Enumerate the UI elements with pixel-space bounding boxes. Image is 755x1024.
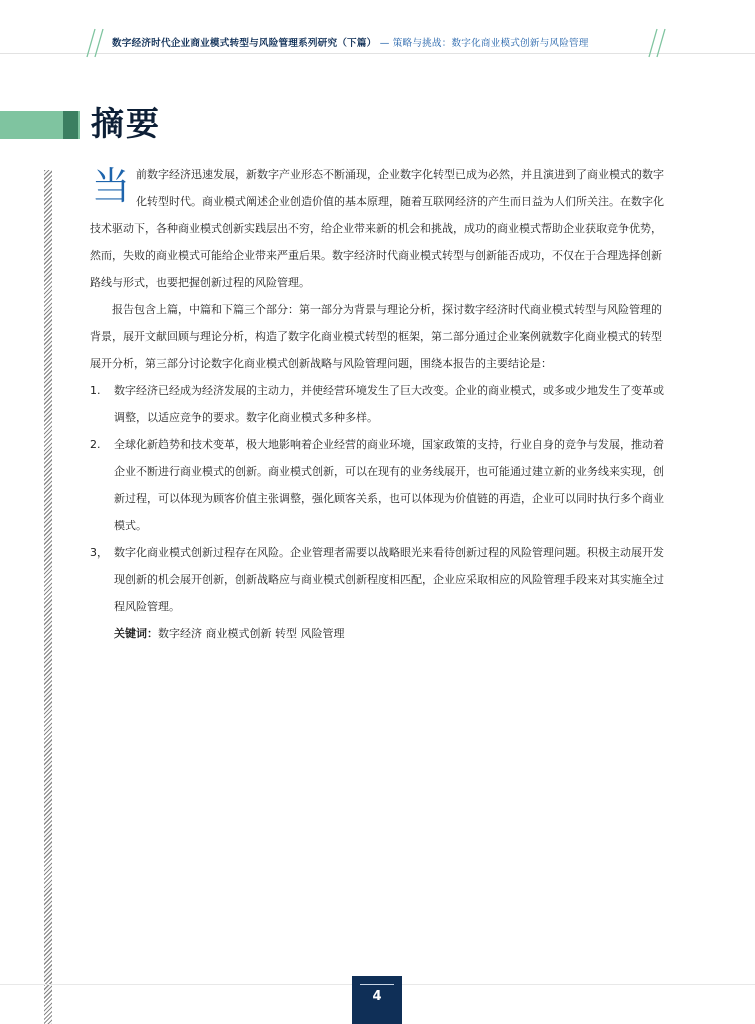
page-number-box xyxy=(352,976,402,1024)
header-title-main: 数字经济时代企业商业模式转型与风险管理系列研究（下篇） xyxy=(112,38,377,49)
list-item xyxy=(90,377,665,431)
page-number: 4 xyxy=(372,989,382,1004)
header-title xyxy=(112,37,642,50)
header-divider xyxy=(0,53,755,54)
dropcap-letter: 当 xyxy=(92,164,131,208)
list-item-number: 2. xyxy=(90,438,101,451)
abstract-paragraph-2: 报告包含上篇，中篇和下篇三个部分：第一部分为背景与理论分析，探讨数字经济时代商业模式转型与风险管理的背景，展开文献回顾与理论分析，构造了数字化商业模式转型的框架，第二部分通过企业案例就数字化商业模式的转型展开分析，第三部分讨论数字化商业模式创新战略与风险管理问题，围绕本报告的主要结论是： xyxy=(90,303,662,370)
header-title-sub: — 策略与挑战：数字化商业模式创新与风险管理 xyxy=(379,38,589,49)
list-item-text: 数字化商业模式创新过程存在风险。企业管理者需要以战略眼光来看待创新过程的风险管理问题。积极主动展开发现创新的机会展开创新，创新战略应与商业模式创新程度相匹配，企业应采取相应的风险管理手段来对其实施全过程风险管理。 xyxy=(114,546,664,613)
list-item-text: 全球化新趋势和技术变革，极大地影响着企业经营的商业环境，国家政策的支持，行业自身的竞争与发展，推动着企业不断进行商业模式的创新。商业模式创新，可以在现有的业务线展开，也可能通过建立新的业务线来实现，创新过程，可以体现为顾客价值主张调整，强化顾客关系，也可以体现为价值链的再造，企业可以同时执行多个商业模式。 xyxy=(114,438,664,532)
keywords-line xyxy=(90,620,665,647)
section-title-bar-accent xyxy=(63,111,78,139)
list-item xyxy=(90,539,665,620)
keywords-text: 数字经济 商业模式创新 转型 风险管理 xyxy=(158,627,345,640)
section-title: 摘要 xyxy=(91,104,161,143)
page-number-rule xyxy=(360,984,394,985)
list-item-text: 数字经济已经成为经济发展的主动力，并使经营环境发生了巨大改变。企业的商业模式，或多或少地发生了变革或调整，以适应竞争的要求。数字化商业模式多种多样。 xyxy=(114,384,664,424)
keywords-label: 关键词： xyxy=(114,627,158,640)
abstract-paragraph-1 xyxy=(90,161,665,296)
list-item xyxy=(90,431,665,539)
list-item-number: 3， xyxy=(90,546,108,559)
header-slash-left-icon xyxy=(86,28,108,58)
list-item-number: 1. xyxy=(90,384,101,397)
paragraph-1-text: 前数字经济迅速发展，新数字产业形态不断涌现，企业数字化转型已成为必然，并且演进到了商业模式的数字化转型时代。商业模式阐述企业创造价值的基本原理，随着互联网经济的产生而日益为人们所关注。在数字化技术驱动下，各种商业模式创新实践层出不穷，给企业带来新的机会和挑战，成功的商业模式帮助企业获取竞争优势，然而，失败的商业模式可能给企业带来严重后果。数字经济时代商业模式转型与创新能否成功，不仅在于合理选择创新路线与形式，也要把握创新过程的风险管理。 xyxy=(90,168,665,289)
side-hatch-decoration xyxy=(44,170,52,1024)
abstract-body xyxy=(90,161,665,647)
header-slash-right-icon xyxy=(646,28,668,58)
